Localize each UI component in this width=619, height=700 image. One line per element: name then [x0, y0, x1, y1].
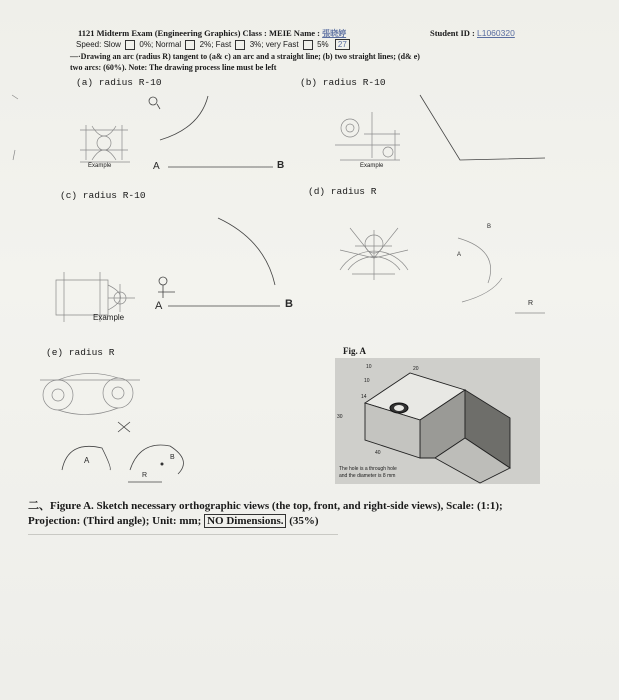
point-a-label-e: A: [84, 456, 90, 465]
label-c: (c) radius R-10: [60, 190, 146, 201]
center-o-a-tick: [157, 104, 160, 109]
stray-mark-2: [13, 150, 15, 160]
dim-14: 14: [361, 394, 367, 400]
radius-r-label-d: R: [528, 300, 534, 307]
label-d: (d) radius R: [308, 186, 377, 197]
figure-note-2: and the diameter is 8 mm: [339, 473, 396, 479]
student-id-value: L1060320: [477, 28, 515, 38]
arc-d-2: [462, 278, 502, 302]
point-a-label-d: A: [457, 252, 462, 258]
instruction-line1: —·Drawing an arc (radius R) tangent to (a& c) an arc and a straight line; (b) two straight lines; (d& e): [70, 52, 420, 61]
point-b-label-c: B: [285, 298, 293, 310]
student-id-label: Student ID :: [430, 28, 475, 38]
center-o-a: [149, 97, 157, 105]
arc-e-2: [130, 445, 183, 474]
figure-label: Fig. A: [343, 346, 367, 356]
title-text: 1121 Midterm Exam (Engineering Graphics) Class : MEIE Name :: [78, 28, 320, 38]
speed-normal: 2%; Fast: [199, 40, 232, 50]
point-b-label-a: B: [277, 160, 285, 171]
figure-a-image: [335, 358, 540, 484]
speed-label: Speed: Slow: [76, 40, 121, 50]
instruction-line2: two arcs: (60%). Note: The drawing process line must be left: [70, 63, 277, 72]
question-two-line2: [28, 515, 319, 527]
dim-10b: 10: [364, 378, 370, 384]
speed-slow: 0%; Normal: [139, 40, 182, 50]
dim-20: 20: [413, 366, 419, 372]
figure-note-1: The hole is a through hole: [339, 466, 397, 472]
example-label-a: Example: [88, 163, 112, 169]
dim-10a: 10: [366, 364, 372, 370]
point-b-e-dot: [161, 463, 164, 466]
example-a-drawing: [80, 125, 130, 162]
point-b-label-d: B: [487, 224, 492, 230]
speed-score: 27: [335, 39, 350, 50]
speed-fast: 3%; very Fast: [249, 40, 299, 50]
point-a-label-a: A: [153, 161, 160, 172]
stray-mark: [12, 95, 18, 99]
center-o-c-cross: [158, 285, 175, 298]
speed-very-fast: 5%: [317, 40, 329, 50]
question-weight: (35%): [289, 515, 319, 527]
name-value: 張晓婷: [322, 29, 347, 38]
arc-sketch-a: [160, 96, 208, 140]
example-label-c: Example: [93, 313, 125, 322]
question-two-line1: 二、Figure A. Sketch necessary orthographic views (the top, front, and right-side views), Scale: (1:1);: [28, 500, 503, 512]
no-dimensions-box: NO Dimensions.: [204, 514, 286, 528]
x-mark-e: [118, 422, 130, 432]
radius-r-label-e: R: [142, 472, 148, 479]
example-d-drawing: [340, 228, 408, 280]
projection-text: Projection: (Third angle); Unit: mm;: [28, 515, 202, 527]
example-e-drawing: [40, 373, 140, 414]
point-b-label-e: B: [170, 454, 175, 461]
center-o-c: [159, 277, 167, 285]
lines-b: [420, 95, 545, 160]
divider-line: [28, 534, 338, 535]
label-b: (b) radius R-10: [300, 77, 386, 88]
dim-30: 30: [337, 414, 343, 420]
label-a: (a) radius R-10: [76, 77, 162, 88]
dim-40: 40: [375, 450, 381, 456]
point-a-label-c: A: [155, 300, 163, 312]
example-label-b: Example: [360, 163, 384, 169]
arc-sketch-c: [218, 218, 275, 285]
label-e: (e) radius R: [46, 347, 115, 358]
arc-d-1: [458, 238, 491, 283]
example-b-drawing: [335, 112, 400, 160]
